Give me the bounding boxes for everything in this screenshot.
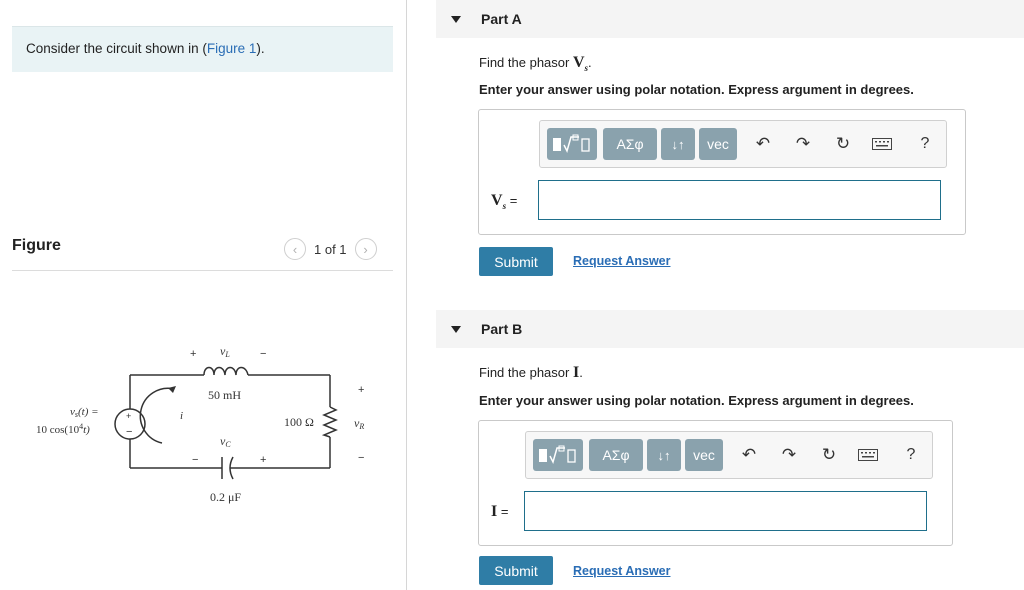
current-label: i bbox=[180, 410, 184, 422]
collapse-triangle-icon bbox=[451, 16, 461, 23]
inductor-voltage-label: vL bbox=[220, 344, 230, 359]
prompt-end: . bbox=[579, 365, 583, 380]
source-expression: 10 $\cos(10^4t)$ bbox=[36, 422, 90, 436]
greek-symbols-button[interactable]: ΑΣφ bbox=[603, 128, 657, 160]
divider bbox=[12, 270, 393, 271]
resistor-voltage-label: vR bbox=[354, 416, 365, 431]
templates-button[interactable] bbox=[533, 439, 583, 471]
help-button[interactable]: ? bbox=[920, 135, 930, 152]
part-b-answer-box bbox=[478, 420, 953, 546]
reset-icon[interactable]: ↻ bbox=[835, 134, 851, 153]
intro-end: ). bbox=[256, 41, 265, 56]
redo-icon[interactable]: ↷ bbox=[781, 445, 797, 464]
part-a-header[interactable] bbox=[436, 0, 1024, 38]
figure-pager bbox=[284, 238, 377, 260]
part-b-answer-input[interactable] bbox=[524, 491, 927, 531]
intro-text: Consider the circuit shown in ( bbox=[26, 41, 207, 56]
resistor-value: 100 Ω bbox=[284, 415, 314, 429]
part-b-title: Part B bbox=[481, 321, 523, 337]
inductor-minus: − bbox=[260, 348, 267, 360]
greek-symbols-button[interactable]: ΑΣφ bbox=[589, 439, 643, 471]
next-figure-button[interactable] bbox=[355, 238, 377, 260]
resistor-minus: − bbox=[358, 452, 365, 464]
part-a-prompt bbox=[479, 54, 592, 73]
problem-intro bbox=[12, 26, 393, 72]
part-a-variable-label: $V_s$ = bbox=[491, 192, 518, 212]
inductor bbox=[204, 368, 248, 376]
capacitor-plus: + bbox=[260, 454, 267, 466]
fraction-root-icon bbox=[537, 445, 579, 465]
vector-button[interactable]: vec bbox=[685, 439, 723, 471]
part-a-instructions: Enter your answer using polar notation. Express argument in degrees. bbox=[479, 82, 914, 97]
left-pane bbox=[0, 0, 406, 590]
redo-icon[interactable]: ↷ bbox=[795, 134, 811, 153]
prompt-symbol: I bbox=[572, 364, 580, 381]
source-minus: − bbox=[126, 426, 133, 438]
capacitor-voltage-label: vC bbox=[220, 434, 231, 449]
chevron-left-icon: ‹ bbox=[292, 241, 298, 257]
part-b-request-answer-link[interactable]: Request Answer bbox=[573, 564, 671, 578]
part-a-equation-toolbar bbox=[539, 120, 947, 168]
part-a-answer-input[interactable] bbox=[538, 180, 941, 220]
resistor-plus: + bbox=[358, 384, 365, 396]
part-b-equation-toolbar bbox=[525, 431, 933, 479]
subscript-superscript-button[interactable]: ↓↑ bbox=[647, 439, 681, 471]
prompt-text: Find the phasor bbox=[479, 55, 573, 70]
inductor-value: 50 mH bbox=[208, 388, 241, 402]
subscript-superscript-button[interactable]: ↓↑ bbox=[661, 128, 695, 160]
figure-heading: Figure bbox=[12, 237, 61, 254]
circuit-diagram bbox=[30, 335, 370, 515]
current-arrow bbox=[140, 388, 174, 443]
collapse-triangle-icon bbox=[451, 326, 461, 333]
vector-button[interactable]: vec bbox=[699, 128, 737, 160]
templates-button[interactable] bbox=[547, 128, 597, 160]
keyboard-icon[interactable] bbox=[872, 134, 892, 154]
part-a-title: Part A bbox=[481, 11, 522, 27]
part-a-request-answer-link[interactable]: Request Answer bbox=[573, 254, 671, 268]
part-b-instructions: Enter your answer using polar notation. Express argument in degrees. bbox=[479, 393, 914, 408]
part-b-variable-label: I = bbox=[491, 503, 509, 520]
help-button[interactable]: ? bbox=[906, 446, 916, 463]
part-a-answer-box bbox=[478, 109, 966, 235]
part-a-submit-button[interactable]: Submit bbox=[479, 247, 553, 276]
undo-icon[interactable]: ↶ bbox=[755, 134, 771, 153]
resistor bbox=[324, 407, 336, 437]
capacitor-minus: − bbox=[192, 454, 199, 466]
prev-figure-button[interactable] bbox=[284, 238, 306, 260]
undo-icon[interactable]: ↶ bbox=[741, 445, 757, 464]
part-b-submit-button[interactable]: Submit bbox=[479, 556, 553, 585]
current-arrowhead bbox=[168, 386, 176, 393]
prompt-symbol: $V_s$ bbox=[572, 54, 589, 74]
chevron-right-icon: › bbox=[363, 241, 368, 257]
keyboard-icon[interactable] bbox=[858, 445, 878, 465]
figure-link[interactable]: Figure 1 bbox=[206, 41, 257, 56]
fraction-root-icon bbox=[551, 134, 593, 154]
inductor-plus: + bbox=[190, 348, 197, 360]
prompt-text: Find the phasor bbox=[479, 365, 573, 380]
part-b-header[interactable] bbox=[436, 310, 1024, 348]
source-label: vs(t) = bbox=[70, 406, 99, 419]
part-b-prompt bbox=[479, 364, 583, 382]
reset-icon[interactable]: ↻ bbox=[821, 445, 837, 464]
capacitor-value: 0.2 μF bbox=[210, 490, 242, 504]
source-plus: + bbox=[126, 411, 132, 421]
prompt-end: . bbox=[588, 55, 592, 70]
pane-divider bbox=[406, 0, 407, 590]
pager-text: 1 of 1 bbox=[314, 241, 347, 257]
